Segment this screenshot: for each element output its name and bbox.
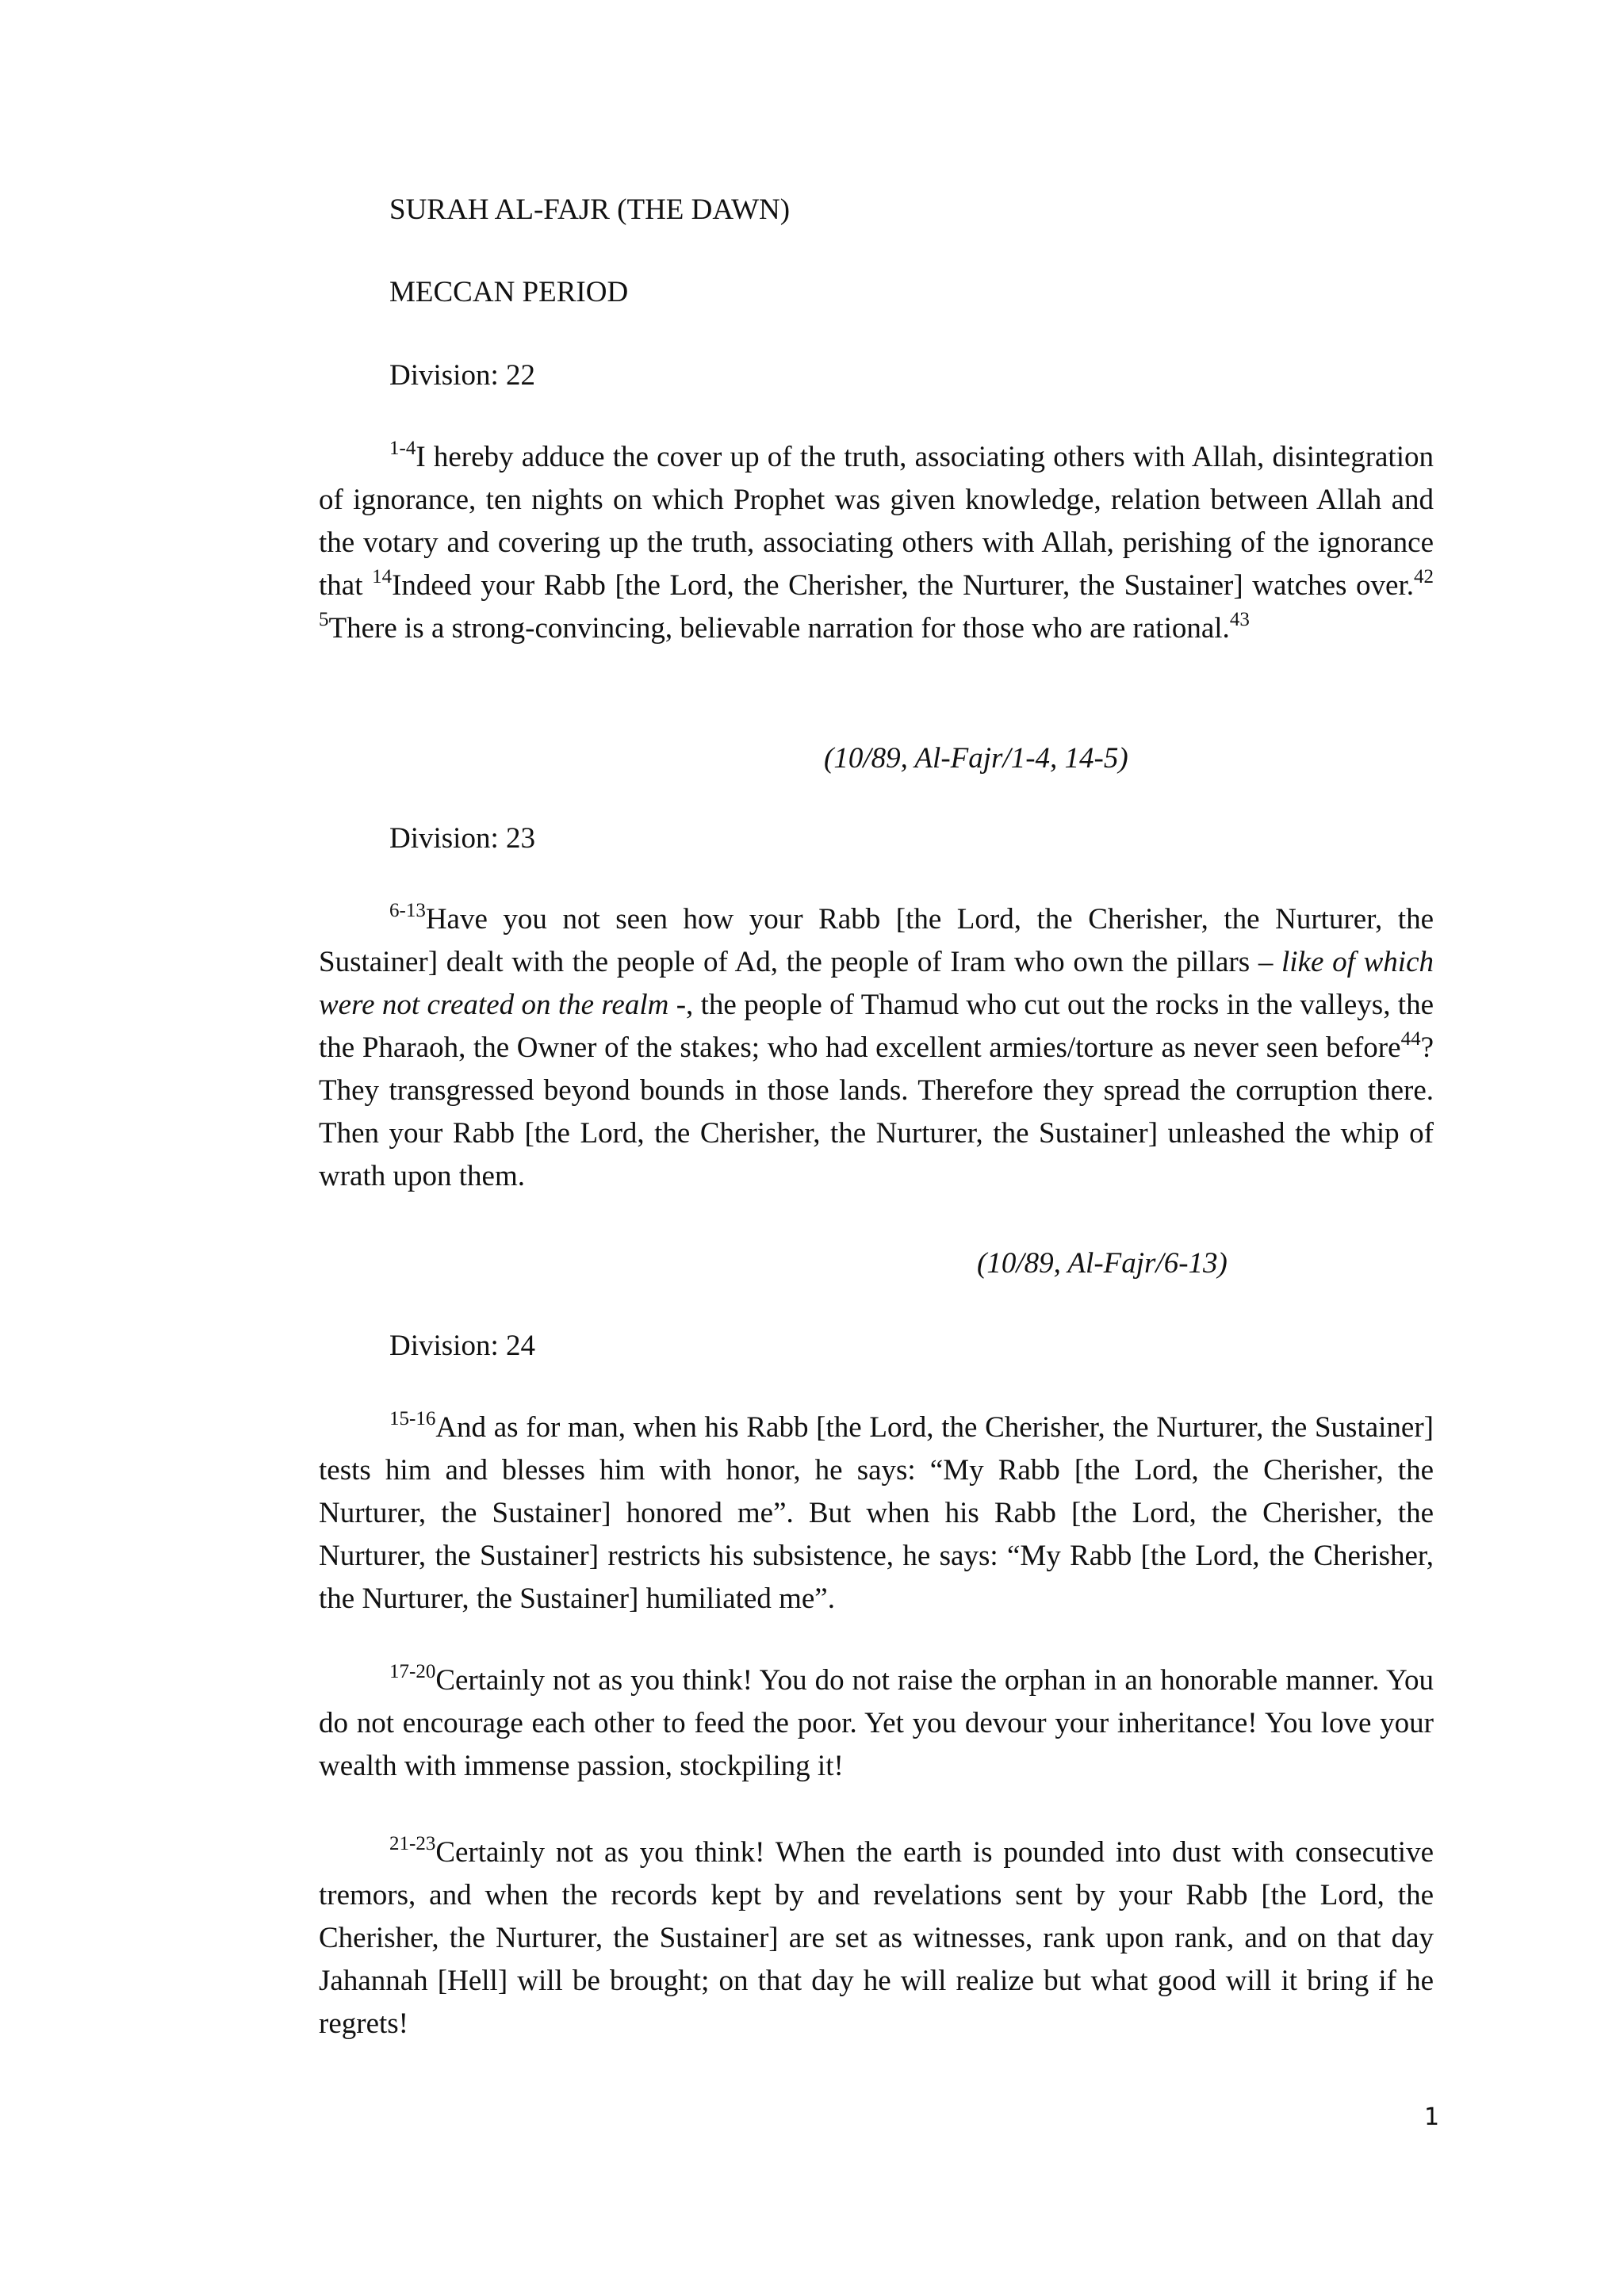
- division-heading: Division: 23: [389, 822, 535, 855]
- verse-text: Certainly not as you think! When the earth is pounded into dust with consecutive tremors, and when the records kept by and revelations sent by your Rabb [the Lord, the Cherisher, the Nurturer, the Sustainer] are set as witnesses, rank upon rank, and on that day Jahannah [Hell] will be brought; on that day he will realize but what good will it bring if he regrets!: [319, 1836, 1434, 2040]
- division-heading: Division: 24: [389, 1330, 535, 1362]
- verse-text: , the people of Thamud who cut out the rocks in the valleys, the the Pharaoh, the Owner of the stakes; who had excellent armies/torture as never seen before: [319, 989, 1434, 1064]
- verse-reference: (10/89, Al-Fajr/1-4, 14-5): [824, 742, 1128, 775]
- verse-text: Indeed your Rabb [the Lord, the Cherisher, the Nurturer, the Sustainer] watches over.: [392, 569, 1414, 602]
- verse-text: I hereby adduce the cover up of the truth, associating others with Allah, disintegration of ignorance, ten nights on which Prophet was given knowledge, relation between Allah and the votary and covering up the truth, associating others with Allah, perishing of the ignorance that: [319, 441, 1434, 602]
- verse-paragraph: [319, 1406, 1434, 1621]
- verse-text: And as for man, when his Rabb [the Lord, the Cherisher, the Nurturer, the Sustainer] tests him and blesses him with honor, he says: “My Rabb [the Lord, the Cherisher, the Nurturer, the Sustainer] honored me”. But when his Rabb [the Lord, the Cherisher, the Nurturer, the Sustainer] restricts his subsistence, he says: “My Rabb [the Lord, the Cherisher, the Nurturer, the Sustainer] humiliated me”.: [319, 1411, 1434, 1615]
- verse-text: Have you not seen how your Rabb [the Lord, the Cherisher, the Nurturer, the Sustainer] dealt with the people of Ad, the people of Iram who own the pillars –: [319, 903, 1434, 978]
- verse-number: 6-13: [389, 899, 426, 921]
- period-label: MECCAN PERIOD: [389, 276, 629, 308]
- verse-paragraph: [319, 1831, 1434, 2045]
- verse-paragraph: [319, 436, 1434, 650]
- page-number: 1: [1424, 2103, 1440, 2131]
- italic-phrase: like of which were not created on the realm -: [319, 946, 1434, 1021]
- verse-number: 42: [1414, 565, 1434, 587]
- verse-number: 15-16: [389, 1407, 436, 1429]
- verse-number: 43: [1229, 608, 1250, 630]
- verse-paragraph: [319, 1659, 1434, 1788]
- verse-number: 1-4: [389, 437, 416, 459]
- division-heading: Division: 22: [389, 359, 535, 392]
- verse-text: There is a strong-convincing, believable narration for those who are rational.: [328, 612, 1230, 645]
- verse-number: 14: [372, 565, 393, 587]
- verse-reference: (10/89, Al-Fajr/6-13): [977, 1247, 1228, 1280]
- surah-title: SURAH AL-FAJR (THE DAWN): [389, 193, 791, 226]
- verse-number: 17-20: [389, 1660, 436, 1682]
- verse-paragraph: [319, 898, 1434, 1198]
- verse-text: ? They transgressed beyond bounds in those lands. Therefore they spread the corruption there. Then your Rabb [the Lord, the Cherisher, the Nurturer, the Sustainer] unleashed the whip of wrath upon them.: [319, 1031, 1434, 1192]
- verse-number: 21-23: [389, 1832, 436, 1854]
- verse-number: 44: [1400, 1027, 1421, 1050]
- verse-number: 5: [319, 608, 329, 630]
- verse-text: Certainly not as you think! You do not raise the orphan in an honorable manner. You do not encourage each other to feed the poor. Yet you devour your inheritance! You love your wealth with immense passion, stockpiling it!: [319, 1664, 1434, 1782]
